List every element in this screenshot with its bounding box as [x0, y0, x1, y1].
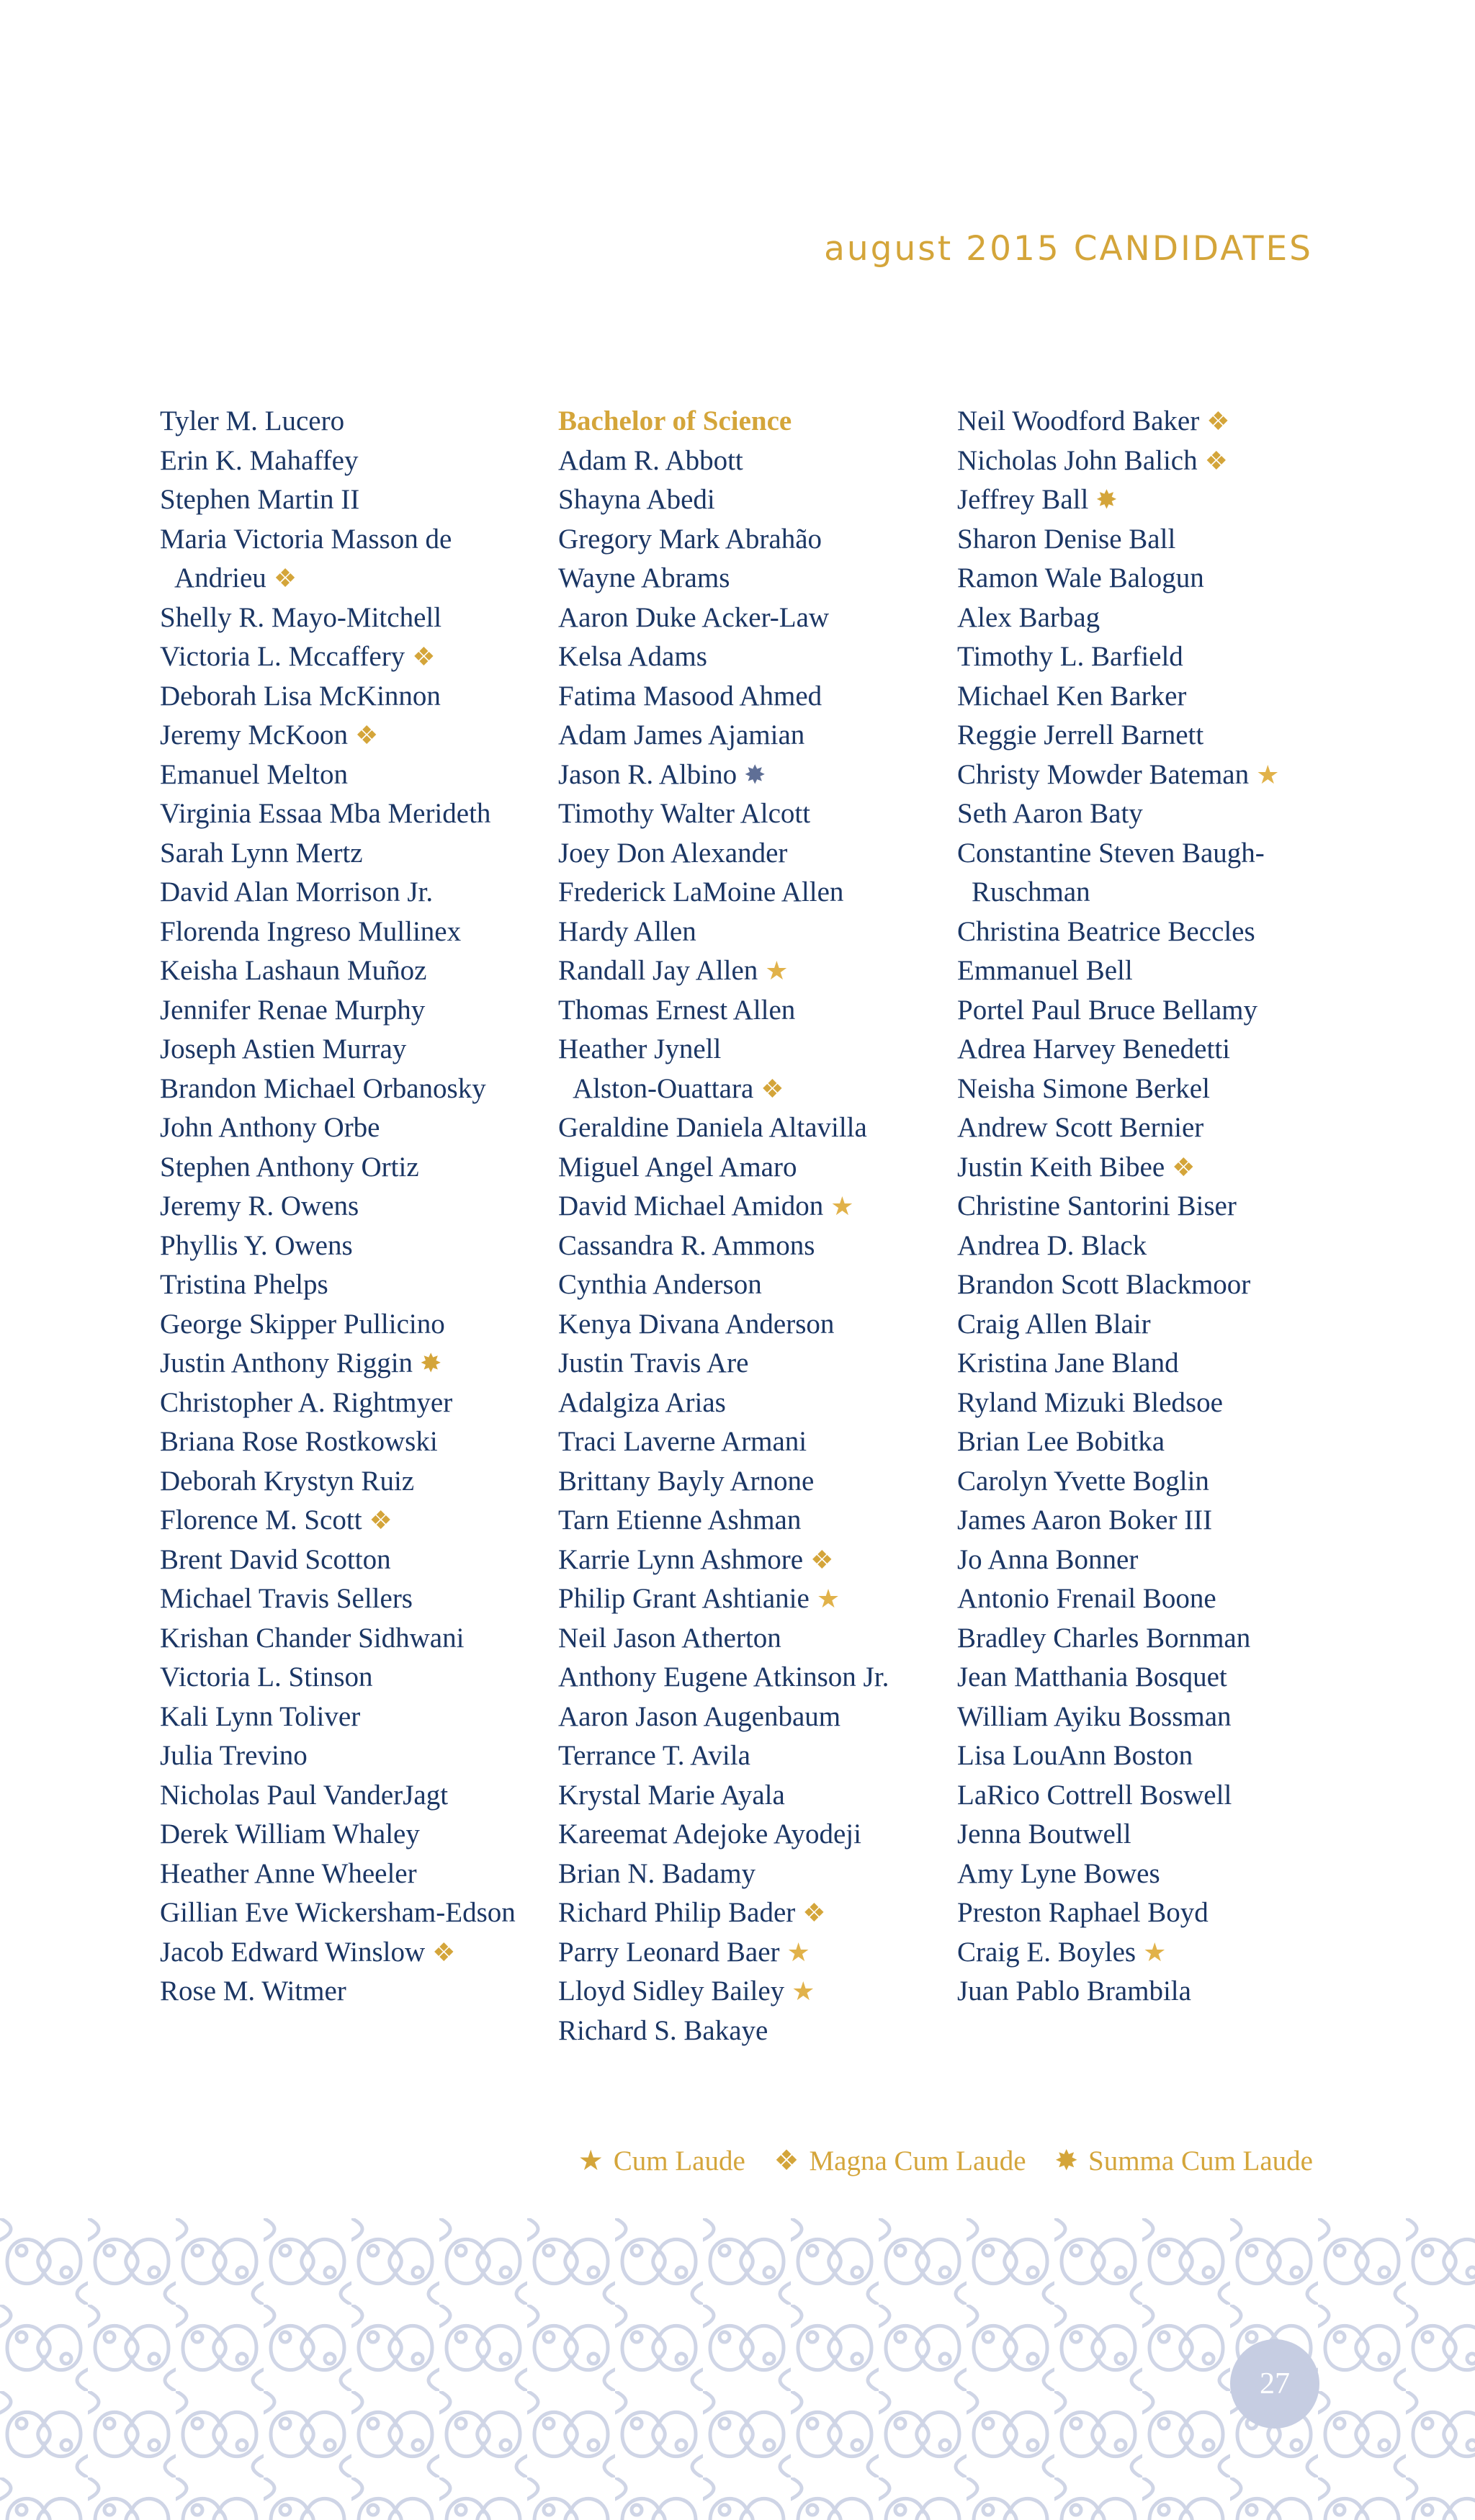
- name-text: William Ayiku Bossman: [957, 1700, 1232, 1732]
- candidate-name: [160, 913, 516, 952]
- name-text: Krishan Chander Sidhwani: [160, 1622, 465, 1654]
- name-text: Constantine Steven Baugh-: [957, 837, 1265, 869]
- name-text: David Alan Morrison Jr.: [160, 876, 434, 907]
- candidate-name: [160, 1619, 516, 1659]
- candidate-name: [957, 1855, 1279, 1894]
- name-text: Jeremy R. Owens: [160, 1191, 359, 1221]
- candidate-name: [558, 951, 889, 991]
- name-text: Richard Philip Bader: [558, 1897, 796, 1928]
- candidate-name: [558, 1815, 889, 1855]
- candidate-name: [160, 402, 516, 441]
- candidate-name: [558, 1933, 889, 1973]
- candidate-name: [558, 559, 889, 598]
- name-text: Anthony Eugene Atkinson Jr.: [558, 1662, 889, 1692]
- candidate-name: [160, 1658, 516, 1698]
- name-text: Parry Leonard Baer: [558, 1936, 780, 1968]
- candidate-name: [957, 716, 1279, 755]
- name-text: Heather Anne Wheeler: [160, 1857, 417, 1889]
- candidate-name: [957, 1344, 1279, 1384]
- candidate-name: [957, 1579, 1279, 1619]
- name-text: Brittany Bayly Arnone: [558, 1465, 815, 1497]
- name-text: James Aaron Boker III: [957, 1505, 1213, 1535]
- name-text: Cynthia Anderson: [558, 1269, 762, 1300]
- name-text: Jenna Boutwell: [957, 1819, 1131, 1849]
- candidate-name: [160, 1384, 516, 1423]
- star-icon: ★: [792, 1977, 815, 2006]
- name-text: Timothy L. Barfield: [957, 641, 1183, 672]
- name-text: Victoria L. Stinson: [160, 1662, 373, 1692]
- name-text: LaRico Cottrell Boswell: [957, 1779, 1232, 1811]
- name-text: Reggie Jerrell Barnett: [957, 719, 1204, 750]
- candidate-name: [558, 794, 889, 834]
- name-text: Kenya Divana Anderson: [558, 1308, 835, 1340]
- name-text: Andrieu: [174, 562, 266, 593]
- name-text: Rose M. Witmer: [160, 1976, 346, 2006]
- candidate-name: [957, 441, 1279, 481]
- name-text: Christopher A. Rightmyer: [160, 1386, 453, 1418]
- name-text: Christine Santorini Biser: [957, 1191, 1237, 1221]
- candidate-name: [160, 1541, 516, 1580]
- candidate-name: [160, 598, 516, 638]
- candidate-name: [957, 991, 1279, 1031]
- star-icon: ★: [816, 1584, 840, 1613]
- name-text: Michael Ken Barker: [957, 680, 1187, 712]
- name-text: Juan Pablo Brambila: [957, 1976, 1191, 2006]
- name-text: Phyllis Y. Owens: [160, 1229, 353, 1261]
- candidate-name: [957, 1030, 1279, 1070]
- candidate-name: [558, 1972, 889, 2012]
- candidate-name: [558, 1619, 889, 1659]
- name-text: Bachelor of Science: [558, 405, 792, 436]
- candidate-name: [160, 1187, 516, 1227]
- name-text: Adam James Ajamian: [558, 719, 805, 750]
- name-text: Ryland Mizuki Bledsoe: [957, 1386, 1223, 1418]
- name-text: Gregory Mark Abrahão: [558, 523, 822, 555]
- name-text: Aaron Jason Augenbaum: [558, 1700, 841, 1732]
- candidate-name: [957, 1462, 1279, 1502]
- candidate-name: [160, 1815, 516, 1855]
- candidate-name: [160, 1736, 516, 1776]
- candidate-name: [160, 1933, 516, 1973]
- name-text: Brandon Michael Orbanosky: [160, 1072, 486, 1104]
- name-text: Tarn Etienne Ashman: [558, 1505, 802, 1535]
- name-text: Joseph Astien Murray: [160, 1033, 407, 1064]
- name-text: Kelsa Adams: [558, 641, 707, 672]
- name-text: Terrance T. Avila: [558, 1740, 750, 1771]
- name-text: Christina Beatrice Beccles: [957, 915, 1255, 947]
- name-text: Cassandra R. Ammons: [558, 1229, 815, 1261]
- candidate-name: [957, 913, 1279, 952]
- candidate-name: [957, 1148, 1279, 1188]
- candidate-name: [160, 1265, 516, 1305]
- star-icon: ★: [830, 1192, 854, 1221]
- candidate-name: [558, 1422, 889, 1462]
- candidate-name: [558, 1462, 889, 1502]
- name-text: Geraldine Daniela Altavilla: [558, 1112, 867, 1143]
- candidate-name: [957, 1305, 1279, 1345]
- name-text: Justin Keith Bibee: [957, 1151, 1165, 1183]
- name-text: Virginia Essaa Mba Merideth: [160, 798, 491, 829]
- name-text: Gillian Eve Wickersham-Edson: [160, 1897, 516, 1928]
- name-text: Lloyd Sidley Bailey: [558, 1976, 785, 2006]
- candidate-name: [957, 677, 1279, 717]
- candidate-name: [160, 716, 516, 755]
- candidate-name: [160, 873, 516, 913]
- name-text: Philip Grant Ashtianie: [558, 1583, 810, 1614]
- name-text: Lisa LouAnn Boston: [957, 1740, 1193, 1771]
- candidate-name: [558, 1265, 889, 1305]
- candidate-name: [160, 1855, 516, 1894]
- name-text: Wayne Abrams: [558, 562, 730, 593]
- name-text: Andrew Scott Bernier: [957, 1112, 1204, 1143]
- name-text: Hardy Allen: [558, 915, 696, 947]
- candidate-name: [957, 1972, 1279, 2012]
- candidate-name: [957, 480, 1279, 520]
- candidate-name: [558, 1855, 889, 1894]
- name-text: Jacob Edward Winslow: [160, 1936, 426, 1968]
- candidate-name: [558, 480, 889, 520]
- candidate-name: [957, 873, 1279, 913]
- candidate-name: [558, 677, 889, 717]
- candidate-name: [558, 1893, 889, 1933]
- name-text: Andrea D. Black: [957, 1229, 1147, 1261]
- candidate-name: [558, 834, 889, 874]
- candidate-name: [957, 1384, 1279, 1423]
- diamond-cluster-icon: ❖: [1206, 407, 1230, 436]
- name-text: Ramon Wale Balogun: [957, 562, 1204, 593]
- candidate-name: [558, 1776, 889, 1816]
- name-text: Heather Jynell: [558, 1033, 722, 1064]
- candidate-name: [957, 1422, 1279, 1462]
- name-text: Carolyn Yvette Boglin: [957, 1465, 1209, 1497]
- candidate-name: [160, 520, 516, 560]
- name-text: Karrie Lynn Ashmore: [558, 1543, 804, 1575]
- star-icon: ★: [765, 956, 789, 985]
- starburst-icon: ✸: [744, 760, 766, 789]
- candidate-name: [160, 794, 516, 834]
- candidate-name: [160, 1501, 516, 1541]
- candidate-name: [558, 1148, 889, 1188]
- candidate-name: [160, 951, 516, 991]
- candidate-name: [558, 1698, 889, 1737]
- candidate-name: [558, 1658, 889, 1698]
- candidate-name: [160, 677, 516, 717]
- candidate-name: [957, 794, 1279, 834]
- name-text: Alston-Ouattara: [573, 1072, 754, 1104]
- candidate-name: [957, 637, 1279, 677]
- candidate-name: [957, 1108, 1279, 1148]
- candidate-name: [160, 1344, 516, 1384]
- candidate-name: [558, 913, 889, 952]
- name-text: Joey Don Alexander: [558, 837, 788, 869]
- name-text: Ruschman: [972, 876, 1090, 907]
- diamond-cluster-icon: ❖: [761, 1074, 784, 1103]
- name-text: Emmanuel Bell: [957, 955, 1133, 986]
- diamond-cluster-icon: ❖: [810, 1545, 834, 1574]
- name-text: Adrea Harvey Benedetti: [957, 1033, 1230, 1064]
- name-text: Portel Paul Bruce Bellamy: [957, 994, 1258, 1026]
- name-text: Tristina Phelps: [160, 1269, 328, 1300]
- candidate-name: [558, 520, 889, 560]
- candidate-name: [957, 1265, 1279, 1305]
- page-title: august 2015 CANDIDATES: [824, 229, 1313, 269]
- name-text: Neil Jason Atherton: [558, 1622, 781, 1654]
- name-text: Sharon Denise Ball: [957, 523, 1176, 555]
- candidate-name: [558, 873, 889, 913]
- diamond-cluster-icon: ❖: [412, 642, 436, 671]
- candidate-name: [558, 1305, 889, 1345]
- name-text: Christy Mowder Bateman: [957, 758, 1250, 790]
- diamond-cluster-icon: ❖: [369, 1506, 393, 1535]
- name-text: Timothy Walter Alcott: [558, 798, 811, 829]
- candidate-name: [957, 1893, 1279, 1933]
- candidate-name: [160, 1422, 516, 1462]
- diamond-cluster-icon: ❖: [1172, 1152, 1196, 1182]
- candidate-name: [957, 1070, 1279, 1109]
- name-text: Brian Lee Bobitka: [957, 1426, 1165, 1457]
- name-text: Shelly R. Mayo-Mitchell: [160, 601, 442, 633]
- candidate-name: [558, 755, 889, 795]
- candidate-name: [957, 1776, 1279, 1816]
- name-text: Preston Raphael Boyd: [957, 1897, 1209, 1928]
- name-text: Seth Aaron Baty: [957, 798, 1143, 829]
- candidate-name: [957, 1541, 1279, 1580]
- candidate-name: [957, 520, 1279, 560]
- name-text: George Skipper Pullicino: [160, 1308, 445, 1340]
- candidate-name: [160, 1148, 516, 1188]
- candidate-name: [160, 1108, 516, 1148]
- star-icon: ★: [578, 2145, 604, 2176]
- legend-magna-cum-laude: ❖ Magna Cum Laude: [774, 2145, 1026, 2176]
- candidate-name: [957, 951, 1279, 991]
- name-text: Fatima Masood Ahmed: [558, 680, 822, 712]
- name-text: Jeffrey Ball: [957, 484, 1089, 515]
- name-text: Brent David Scotton: [160, 1543, 391, 1575]
- name-text: Justin Anthony Riggin: [160, 1348, 413, 1378]
- name-text: Amy Lyne Bowes: [957, 1857, 1160, 1889]
- name-text: Brandon Scott Blackmoor: [957, 1269, 1251, 1300]
- candidate-name: [160, 637, 516, 677]
- candidate-name: [558, 2012, 889, 2051]
- name-text: Jean Matthania Bosquet: [957, 1662, 1227, 1692]
- candidate-name: [160, 1893, 516, 1933]
- candidate-name: [558, 1344, 889, 1384]
- candidate-name: [957, 834, 1279, 874]
- starburst-icon: ✸: [1095, 485, 1118, 514]
- candidate-name: [957, 1736, 1279, 1776]
- name-text: Nicholas Paul VanderJagt: [160, 1779, 449, 1811]
- candidate-name: [558, 1501, 889, 1541]
- star-icon: ★: [786, 1937, 810, 1967]
- candidate-name: [558, 1030, 889, 1070]
- candidate-name: [558, 598, 889, 638]
- name-text: Derek William Whaley: [160, 1819, 420, 1849]
- name-text: John Anthony Orbe: [160, 1112, 380, 1143]
- name-text: Tyler M. Lucero: [160, 405, 345, 436]
- diamond-cluster-icon: ❖: [1204, 446, 1228, 475]
- candidate-name: [957, 755, 1279, 795]
- candidate-name: [957, 1501, 1279, 1541]
- name-text: Keisha Lashaun Muñoz: [160, 955, 427, 986]
- name-text: Thomas Ernest Allen: [558, 994, 796, 1026]
- name-text: Richard S. Bakaye: [558, 2014, 768, 2046]
- candidate-name: [160, 1070, 516, 1109]
- candidate-name: [957, 1933, 1279, 1973]
- name-text: Stephen Martin II: [160, 484, 360, 515]
- name-text: Kali Lynn Toliver: [160, 1700, 361, 1732]
- honors-legend: [557, 2145, 1313, 2177]
- diamond-cluster-icon: ❖: [432, 1937, 456, 1967]
- name-text: Shayna Abedi: [558, 484, 715, 515]
- name-text: Victoria L. Mccaffery: [160, 641, 405, 672]
- name-text: Stephen Anthony Ortiz: [160, 1151, 419, 1183]
- star-icon: ★: [1143, 1937, 1167, 1967]
- candidate-name: [558, 1736, 889, 1776]
- candidate-name: [160, 1698, 516, 1737]
- diamond-cluster-icon: ❖: [774, 2145, 799, 2176]
- name-text: Jennifer Renae Murphy: [160, 994, 426, 1026]
- candidate-name: [957, 559, 1279, 598]
- candidate-name: [957, 1187, 1279, 1227]
- candidate-name: [160, 755, 516, 795]
- name-text: Julia Trevino: [160, 1740, 308, 1771]
- name-text: Justin Travis Are: [558, 1348, 749, 1378]
- name-text: Briana Rose Rostkowski: [160, 1426, 438, 1457]
- starburst-icon: ✸: [1054, 2145, 1079, 2176]
- legend-cum-laude: ★ Cum Laude: [578, 2145, 745, 2176]
- name-text: Deborah Krystyn Ruiz: [160, 1465, 415, 1497]
- name-text: Erin K. Mahaffey: [160, 444, 359, 476]
- candidate-name: [558, 441, 889, 481]
- name-text: David Michael Amidon: [558, 1191, 824, 1221]
- page-number: 27: [1230, 2339, 1319, 2429]
- candidate-name: [160, 1579, 516, 1619]
- diamond-cluster-icon: ❖: [802, 1898, 826, 1927]
- name-text: Kareemat Adejoke Ayodeji: [558, 1819, 861, 1849]
- name-text: Randall Jay Allen: [558, 955, 758, 986]
- name-text: Florence M. Scott: [160, 1505, 362, 1535]
- candidate-name: [160, 559, 516, 598]
- candidate-name: [558, 1227, 889, 1266]
- section-heading: [558, 402, 889, 441]
- candidate-name: [957, 1815, 1279, 1855]
- name-text: Florenda Ingreso Mullinex: [160, 915, 462, 947]
- star-icon: ★: [1256, 760, 1280, 789]
- name-text: Sarah Lynn Mertz: [160, 837, 363, 869]
- name-text: Nicholas John Balich: [957, 444, 1198, 476]
- name-text: Frederick LaMoine Allen: [558, 876, 844, 907]
- name-text: Aaron Duke Acker-Law: [558, 601, 830, 633]
- candidate-name: [558, 1070, 889, 1109]
- candidate-name: [160, 1776, 516, 1816]
- name-text: Michael Travis Sellers: [160, 1583, 413, 1614]
- candidate-name: [160, 1305, 516, 1345]
- candidate-name: [160, 1972, 516, 2012]
- candidate-name: [957, 1619, 1279, 1659]
- name-text: Bradley Charles Bornman: [957, 1622, 1251, 1654]
- candidate-name: [160, 1227, 516, 1266]
- diamond-cluster-icon: ❖: [273, 564, 297, 593]
- name-text: Neil Woodford Baker: [957, 405, 1200, 436]
- name-text: Jeremy McKoon: [160, 719, 349, 750]
- name-text: Traci Laverne Armani: [558, 1426, 807, 1457]
- name-column-2: [558, 402, 889, 2050]
- candidate-name: [957, 1698, 1279, 1737]
- name-text: Emanuel Melton: [160, 758, 349, 790]
- name-text: Antonio Frenail Boone: [957, 1583, 1216, 1614]
- name-text: Neisha Simone Berkel: [957, 1072, 1210, 1104]
- candidate-name: [957, 402, 1279, 441]
- candidate-name: [558, 1108, 889, 1148]
- name-text: Krystal Marie Ayala: [558, 1779, 785, 1811]
- starburst-icon: ✸: [420, 1349, 442, 1378]
- name-column-1: [160, 402, 516, 2012]
- name-text: Brian N. Badamy: [558, 1857, 756, 1889]
- name-text: Jason R. Albino: [558, 758, 738, 790]
- candidate-name: [957, 1658, 1279, 1698]
- name-text: Miguel Angel Amaro: [558, 1151, 797, 1183]
- name-column-3: [957, 402, 1279, 2012]
- name-text: Kristina Jane Bland: [957, 1348, 1179, 1378]
- name-text: Alex Barbag: [957, 601, 1100, 633]
- candidate-name: [558, 716, 889, 755]
- candidate-name: [957, 598, 1279, 638]
- candidate-name: [558, 991, 889, 1031]
- candidate-name: [558, 1541, 889, 1580]
- name-text: Adam R. Abbott: [558, 444, 743, 476]
- candidate-name: [160, 1462, 516, 1502]
- name-text: Craig E. Boyles: [957, 1936, 1136, 1968]
- candidate-name: [160, 1030, 516, 1070]
- candidate-name: [957, 1227, 1279, 1266]
- candidate-name: [558, 637, 889, 677]
- candidate-name: [160, 834, 516, 874]
- candidate-name: [160, 480, 516, 520]
- name-text: Deborah Lisa McKinnon: [160, 680, 441, 712]
- candidate-name: [558, 1384, 889, 1423]
- candidate-name: [558, 1187, 889, 1227]
- name-text: Jo Anna Bonner: [957, 1543, 1139, 1575]
- candidate-name: [160, 991, 516, 1031]
- candidate-name: [558, 1579, 889, 1619]
- legend-summa-cum-laude: ✸ Summa Cum Laude: [1054, 2145, 1313, 2176]
- diamond-cluster-icon: ❖: [355, 721, 379, 750]
- name-text: Maria Victoria Masson de: [160, 523, 452, 555]
- candidate-name: [160, 441, 516, 481]
- name-text: Adalgiza Arias: [558, 1386, 726, 1418]
- name-text: Craig Allen Blair: [957, 1308, 1151, 1340]
